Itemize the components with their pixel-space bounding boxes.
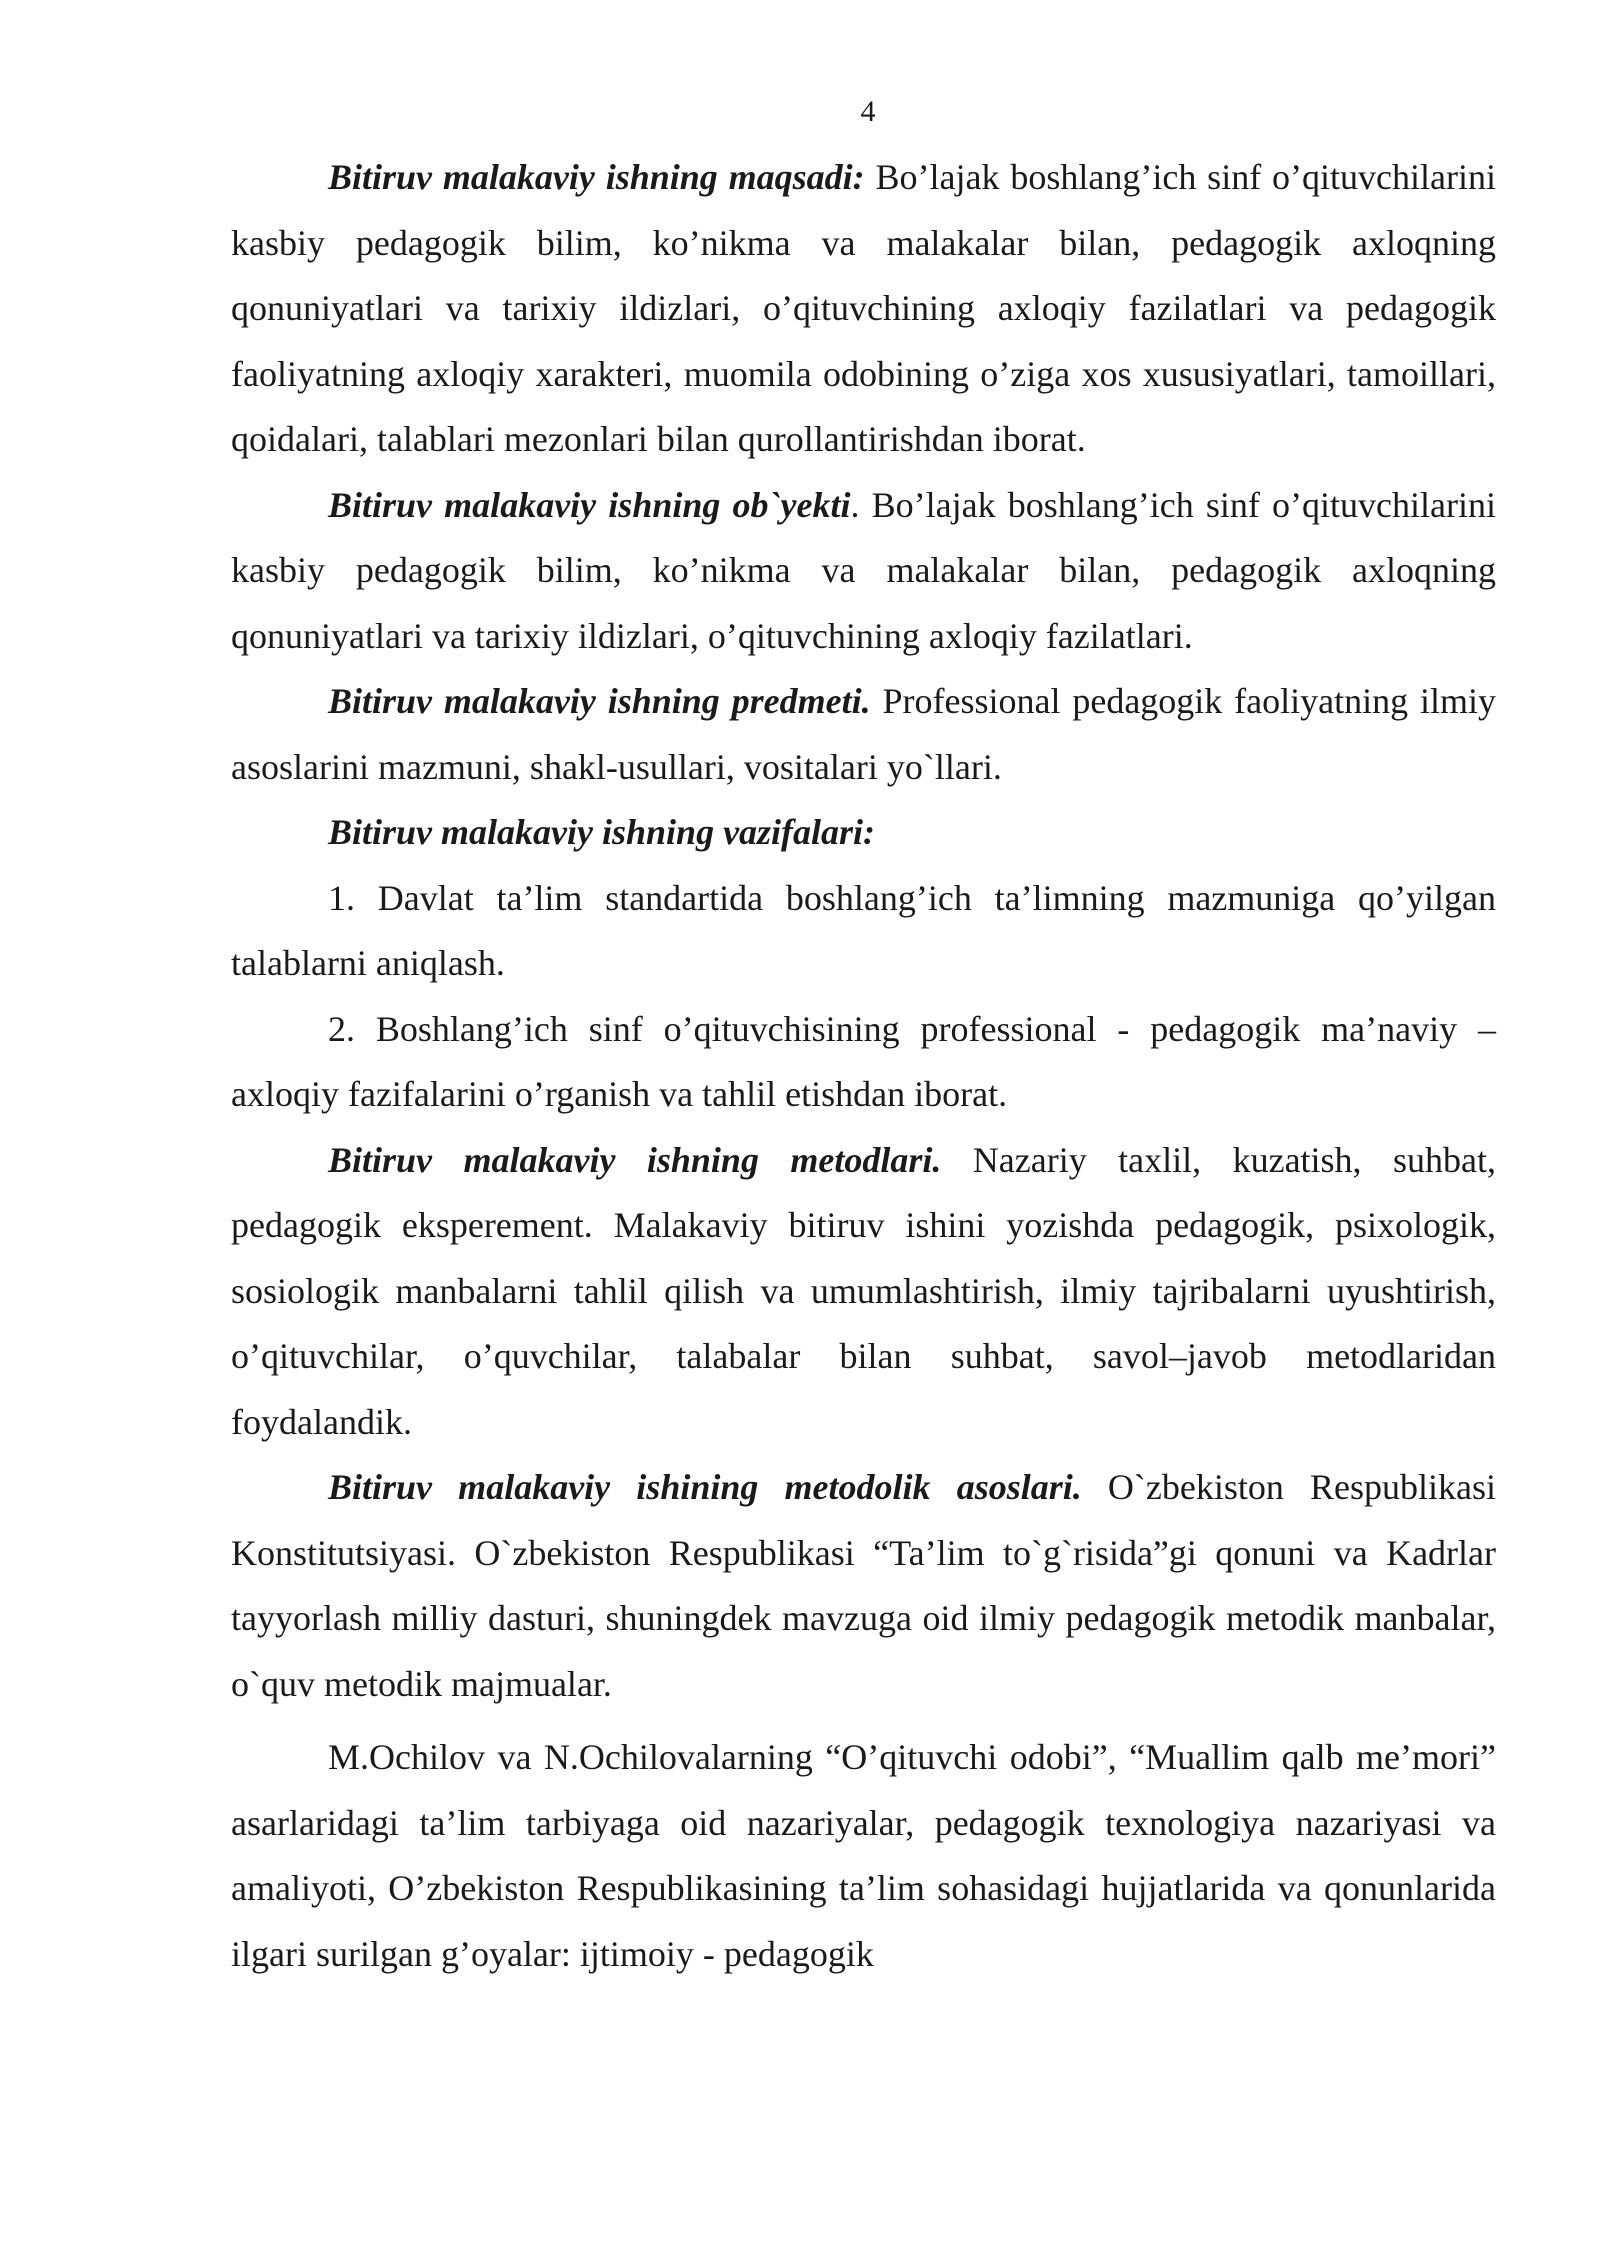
text-obyekti: . Bo’lajak boshlang’ich sinf o’qituvchilarini kasbiy pedagogik bilim, ko’nikma va malakalar bilan, pedagogik axloqning qonuniyatlari va tarixiy ildizlari, o’qituvchining axloqiy fazilatlari. xyxy=(231,484,1496,656)
heading-metodlari: Bitiruv malakaviy ishning metodlari. xyxy=(328,1139,942,1180)
paragraph-ochilov xyxy=(231,1725,1496,1987)
list-item: 2. Boshlang’ich sinf o’qituvchisining professional - pedagogik ma’naviy – axloqiy fazifalarini o’rganish va tahlil etishdan iborat. xyxy=(231,1008,1496,1114)
heading-vazifalari: Bitiruv malakaviy ishning vazifalari: xyxy=(328,812,876,852)
paragraph-vazifalari xyxy=(231,800,1496,866)
paragraph-obyekti xyxy=(231,473,1496,670)
page-number: 4 xyxy=(860,95,876,128)
text-maqsadi: Bo’lajak boshlang’ich sinf o’qituvchilarini kasbiy pedagogik bilim, ko’nikma va malakalar bilan, pedagogik axloqning qonuniyatlari va tarixiy ildizlari, o’qituvchining axloqiy fazilatlari va pedagogik faoliyatning axloqiy xarakteri, muomila odobining o’ziga xos xususiyatlari, tamoillari, qoidalari, talablari mezonlari bilan qurollantirishdan iborat. xyxy=(231,157,1496,459)
heading-metodolik: Bitiruv malakaviy ishining metodolik asoslari. xyxy=(328,1467,1082,1507)
paragraph-metodolik xyxy=(231,1455,1496,1717)
list-item: 1. Davlat ta’lim standartida boshlang’ich ta’limning mazmuniga qo’yilgan talablarni aniqlash. xyxy=(231,877,1496,983)
heading-predmeti: Bitiruv malakaviy ishning predmeti. xyxy=(328,681,871,721)
paragraph-predmeti xyxy=(231,669,1496,800)
document-body xyxy=(231,145,1496,1987)
text-ochilov: M.Ochilov va N.Ochilovalarning “O’qituvchi odobi”, “Muallim qalb me’mori” asarlaridagi ta’lim tarbiyaga oid nazariyalar, pedagogik texnologiya nazariyasi va amaliyoti, O’zbekiston Respublikasining ta’lim sohasidagi hujjatlarida va qonunlarida ilgari surilgan g’oyalar: ijtimoiy - pedagogik xyxy=(231,1737,1496,1974)
text-metodolik: O`zbekiston Respublikasi Konstitutsiyasi. O`zbekiston Respublikasi “Ta’lim to`g`risida”gi qonuni va Kadrlar tayyorlash milliy dasturi, shuningdek mavzuga oid ilmiy pedagogik metodik manbalar, o`quv metodik majmualar. xyxy=(231,1467,1497,1704)
heading-obyekti: Bitiruv malakaviy ishning ob`yekti xyxy=(328,484,851,525)
paragraph-metodlari xyxy=(231,1128,1496,1456)
text-predmeti: Professional pedagogik faoliyatning ilmiy asoslarini mazmuni, shakl-usullari, vositalari yo`llari. xyxy=(231,681,1496,787)
text-metodlari: Nazariy taxlil, kuzatish, suhbat, pedagogik eksperement. Malakaviy bitiruv ishini yozishda pedagogik, psixologik, sosiologik manbalarni tahlil qilish va umumlashtirish, ilmiy tajribalarni uyushtirish, o’qituvchilar, o’quvchilar, talabalar bilan suhbat, savol–javob metodlaridan foydalandik. xyxy=(231,1139,1496,1442)
heading-maqsadi: Bitiruv malakaviy ishning maqsadi: xyxy=(328,157,865,197)
paragraph-maqsadi xyxy=(231,145,1496,473)
